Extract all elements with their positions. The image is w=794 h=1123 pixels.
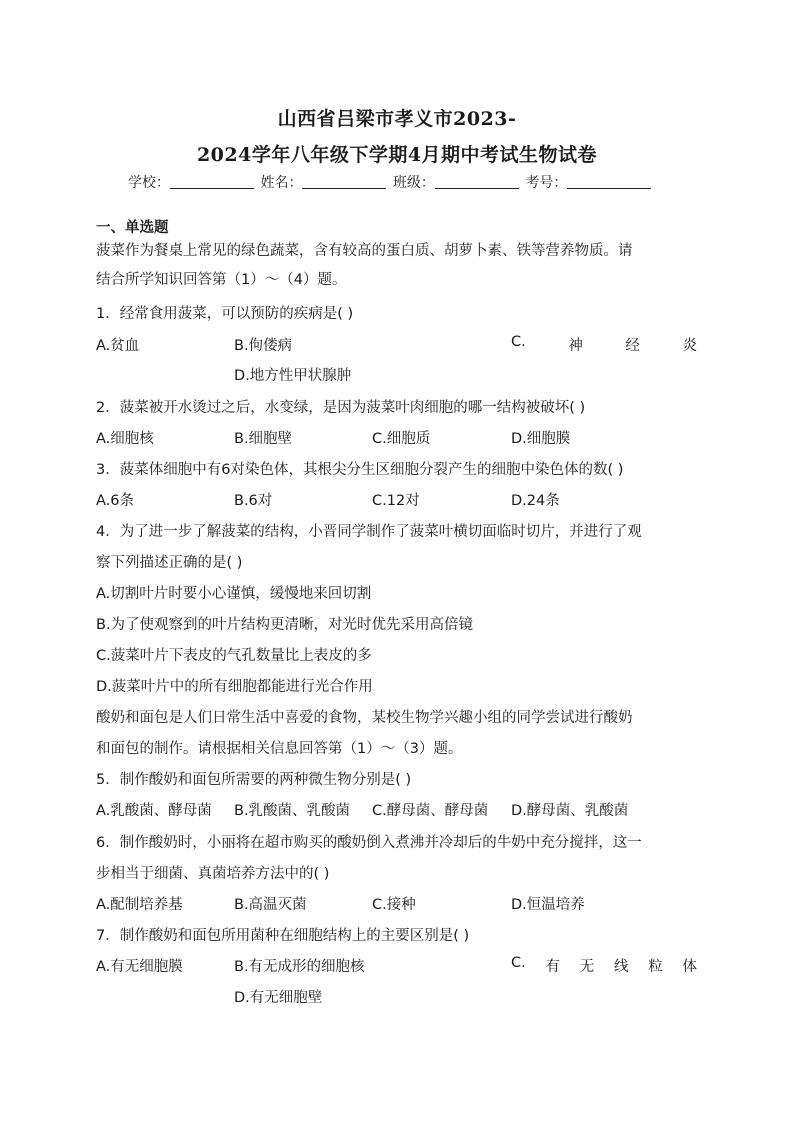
name-blank[interactable] <box>302 175 386 189</box>
student-info-row <box>128 172 653 192</box>
q6-option-b: B.高温灭菌 <box>234 897 307 913</box>
school-blank[interactable] <box>170 175 254 189</box>
q7-stem: 7．制作酸奶和面包所用菌种在细胞结构上的主要区别是( ) <box>96 928 470 944</box>
intro1-line2: 结合所学知识回答第（1）～（4）题。 <box>96 272 347 288</box>
q5-option-b: B.乳酸菌、乳酸菌 <box>234 803 351 819</box>
q2-option-c: C.细胞质 <box>372 431 431 447</box>
q6-option-d: D.恒温培养 <box>511 897 585 913</box>
q1-option-c-char: 神 <box>568 338 583 354</box>
q3-option-c: C.12对 <box>372 493 420 509</box>
name-label: 姓名： <box>260 175 303 191</box>
intro1-line1: 菠菜作为餐桌上常见的绿色蔬菜，含有较高的蛋白质、胡萝卜素、铁等营养物质。请 <box>96 243 633 259</box>
q3-option-b: B.6对 <box>234 493 273 509</box>
q7-option-d: D.有无细胞壁 <box>234 990 323 1006</box>
q4-stem-line1: 4．为了进一步了解菠菜的结构，小晋同学制作了菠菜叶横切面临时切片，并进行了观 <box>96 524 642 540</box>
q4-option-d: D.菠菜叶片中的所有细胞都能进行光合作用 <box>96 679 373 695</box>
q2-stem: 2．菠菜被开水烫过之后，水变绿，是因为菠菜叶肉细胞的哪一结构被破坏( ) <box>96 400 586 416</box>
q2-option-a: A.细胞核 <box>96 431 154 447</box>
intro2-line2: 和面包的制作。请根据相关信息回答第（1）～（3）题。 <box>96 741 463 757</box>
q7-option-b: B.有无成形的细胞核 <box>234 959 365 975</box>
school-label: 学校： <box>128 175 170 191</box>
q7-option-c <box>511 955 697 976</box>
q6-stem-line2: 步相当于细菌、真菌培养方法中的( ) <box>96 866 330 882</box>
q6-stem-line1: 6．制作酸奶时，小丽将在超市购买的酸奶倒入煮沸并冷却后的牛奶中充分搅拌，这一 <box>96 835 642 851</box>
q7-option-c-char: 有 <box>545 959 560 975</box>
q2-option-b: B.细胞壁 <box>234 431 293 447</box>
exam-title-line1: 山西省吕梁市孝义市2023- <box>277 108 517 130</box>
q4-stem-line2: 察下列描述正确的是( ) <box>96 555 243 571</box>
q5-option-d: D.酵母菌、乳酸菌 <box>511 803 629 819</box>
q5-stem: 5．制作酸奶和面包所需要的两种微生物分别是( ) <box>96 772 412 788</box>
q6-option-a: A.配制培养基 <box>96 897 183 913</box>
q5-option-c: C.酵母菌、酵母菌 <box>372 803 489 819</box>
q3-option-a: A.6条 <box>96 493 134 509</box>
q1-option-c <box>511 334 697 355</box>
q7-option-c-char: 粒 <box>648 959 663 975</box>
q7-option-c-char: 体 <box>682 959 697 975</box>
q4-option-a: A.切割叶片时要小心谨慎，缓慢地来回切割 <box>96 586 372 602</box>
q1-option-c-char: 经 <box>625 338 640 354</box>
q7-option-c-char: 线 <box>613 959 629 975</box>
q7-option-a: A.有无细胞膜 <box>96 959 183 975</box>
class-blank[interactable] <box>435 175 519 189</box>
q2-option-d: D.细胞膜 <box>511 431 571 447</box>
q3-option-d: D.24条 <box>511 493 560 509</box>
exam-number-label: 考号： <box>525 175 568 191</box>
q6-option-c: C.接种 <box>372 897 416 913</box>
q4-option-b: B.为了使观察到的叶片结构更清晰，对光时优先采用高倍镜 <box>96 617 474 633</box>
q1-option-c-char: 炎 <box>682 338 697 354</box>
exam-title-line2: 2024学年八年级下学期4月期中考试生物试卷 <box>196 144 598 166</box>
q7-option-c-char: C. <box>511 955 526 971</box>
q1-option-c-char: C. <box>511 334 526 350</box>
q5-option-a: A.乳酸菌、酵母菌 <box>96 803 212 819</box>
q4-option-c: C.菠菜叶片下表皮的气孔数量比上表皮的多 <box>96 648 372 664</box>
q3-stem: 3．菠菜体细胞中有6对染色体，其根尖分生区细胞分裂产生的细胞中染色体的数( ) <box>96 462 624 478</box>
intro2-line1: 酸奶和面包是人们日常生活中喜爱的食物，某校生物学兴趣小组的同学尝试进行酸奶 <box>96 710 633 726</box>
q7-option-c-char: 无 <box>579 959 595 975</box>
q1-stem: 1．经常食用菠菜，可以预防的疾病是( ) <box>96 306 354 322</box>
q1-option-d: D.地方性甲状腺肿 <box>234 368 352 384</box>
class-label: 班级： <box>392 175 435 191</box>
q1-option-a: A.贫血 <box>96 338 140 354</box>
section-heading: 一、单选题 <box>96 220 169 236</box>
exam-number-blank[interactable] <box>567 175 651 189</box>
q1-option-b: B.佝偻病 <box>234 338 293 354</box>
